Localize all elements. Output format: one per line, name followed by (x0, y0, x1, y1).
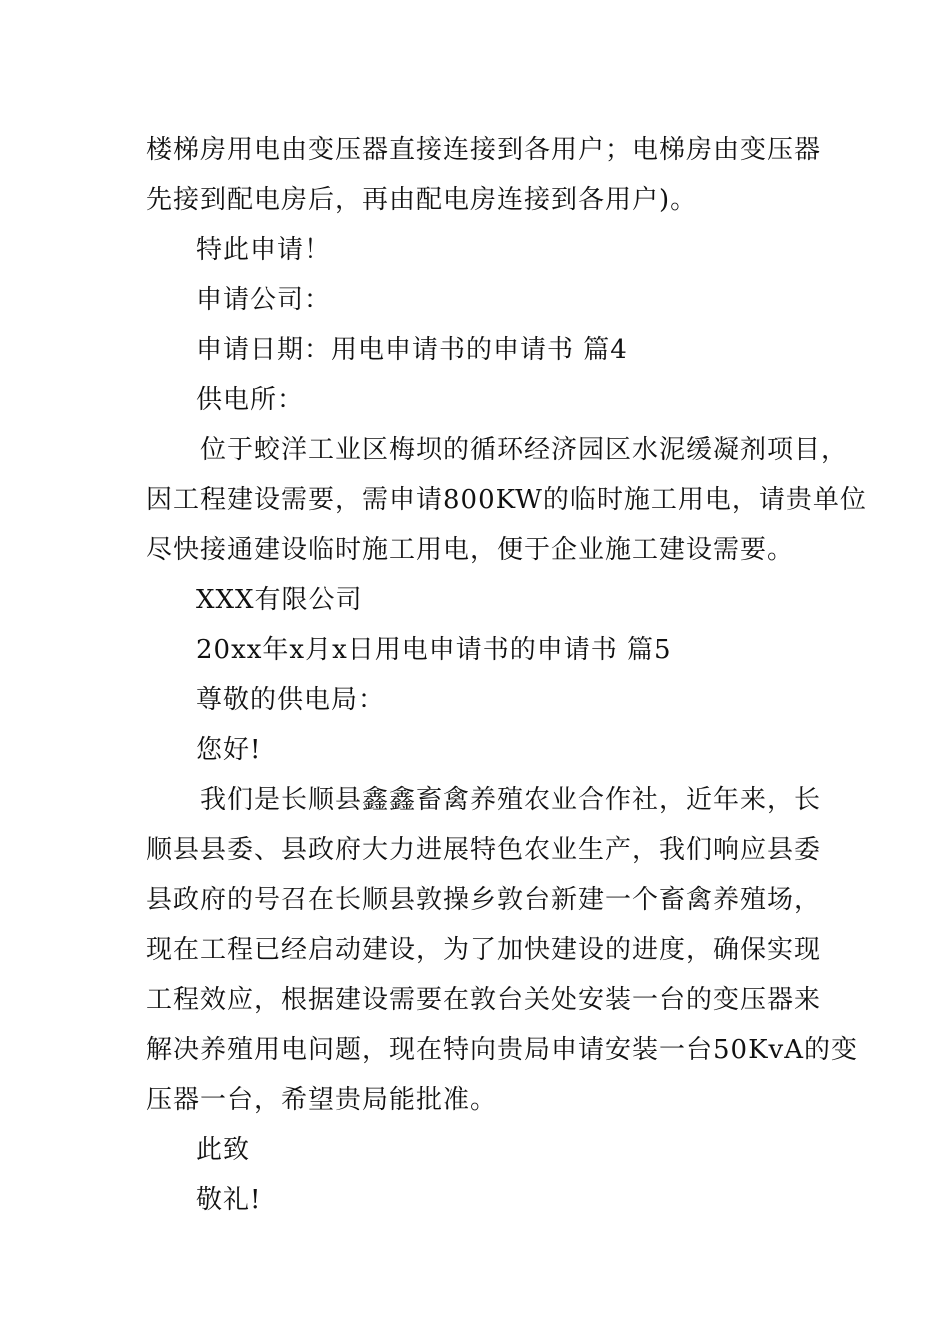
salutation: 尊敬的供电局： (196, 685, 386, 715)
section-heading: 20xx年x月x日用电申请书的申请书 篇5 (196, 635, 672, 665)
text-line: 尽快接通建设临时施工用电，便于企业施工建设需要。 (146, 535, 795, 565)
closing: 此致 (196, 1135, 251, 1165)
text-line: 位于蛟洋工业区梅坝的循环经济园区水泥缓凝剂项目， (200, 435, 849, 465)
text-line: 现在工程已经启动建设，为了加快建设的进度，确保实现 (146, 935, 822, 965)
text-line: 先接到配电房后，再由配电房连接到各用户)。 (146, 185, 698, 215)
section-heading: 申请日期：用电申请书的申请书 篇4 (196, 335, 628, 365)
text-line: 县政府的号召在长顺县敦操乡敦台新建一个畜禽养殖场， (146, 885, 822, 915)
salutation: 供电所： (196, 385, 305, 415)
text-line: 压器一台，希望贵局能批准。 (146, 1085, 498, 1115)
text-line: 工程效应，根据建设需要在敦台关处安装一台的变压器来 (146, 985, 822, 1015)
text-line: 我们是长顺县鑫鑫畜禽养殖农业合作社，近年来，长 (200, 785, 822, 815)
greeting: 您好! (196, 735, 262, 765)
text-line: 楼梯房用电由变压器直接连接到各用户；电梯房由变压器 (146, 135, 822, 165)
text-line: 因工程建设需要，需申请800KW的临时施工用电，请贵单位 (146, 485, 867, 515)
text-line: 解决养殖用电问题，现在特向贵局申请安装一台50KvA的变 (146, 1035, 858, 1065)
signature: XXX有限公司 (196, 585, 363, 615)
text-line: 特此申请！ (196, 235, 332, 265)
text-line: 申请公司： (196, 285, 332, 315)
closing: 敬礼! (196, 1185, 262, 1215)
text-line: 顺县县委、县政府大力进展特色农业生产，我们响应县委 (146, 835, 822, 865)
